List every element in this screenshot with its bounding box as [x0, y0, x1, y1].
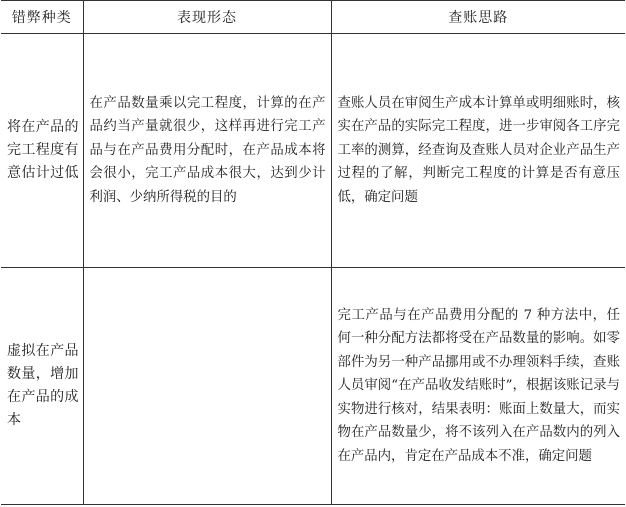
cell-audit-approach: 查账人员在审阅生产成本计算单或明细账时，核实在产品的实际完工程度，进一步审阅各工序完工率的测算，经查询及查账人员对企业产品生产过程的了解，判断完工程度的计算是否有意压低，确定问题: [331, 34, 625, 268]
cell-error-type: 将在产品的完工程度有意估计过低: [1, 34, 83, 268]
header-audit-approach: 查账思路: [331, 1, 625, 34]
table-header-row: [1, 1, 625, 34]
table-row: [1, 34, 625, 268]
cell-manifestation: [83, 268, 331, 505]
cell-error-type: 虚拟在产品数量，增加在产品的成本: [1, 268, 83, 505]
cell-audit-approach: 完工产品与在产品费用分配的 7 种方法中，任何一种分配方法都将受在产品数量的影响。如零部件为另一种产品挪用或不办理领料手续，查账人员审阅“在产品收发结账时”，根据该账记录与实物进行核对，结果表明：账面上数量大，而实物在产品数量少，将不该列入在产品数内的列入在产品内，肯定在产品成本不准，确定问题: [331, 268, 625, 505]
header-manifestation: 表现形态: [83, 1, 331, 34]
header-error-type: 错弊种类: [1, 1, 83, 34]
error-type-table: [1, 0, 625, 505]
table-row: [1, 268, 625, 505]
cell-manifestation: 在产品数量乘以完工程度，计算的在产品约当产量就很少，这样再进行完工产品与在产品费用分配时，在产品成本将会很小，完工产品成本很大，达到少计利润、少纳所得税的目的: [83, 34, 331, 268]
